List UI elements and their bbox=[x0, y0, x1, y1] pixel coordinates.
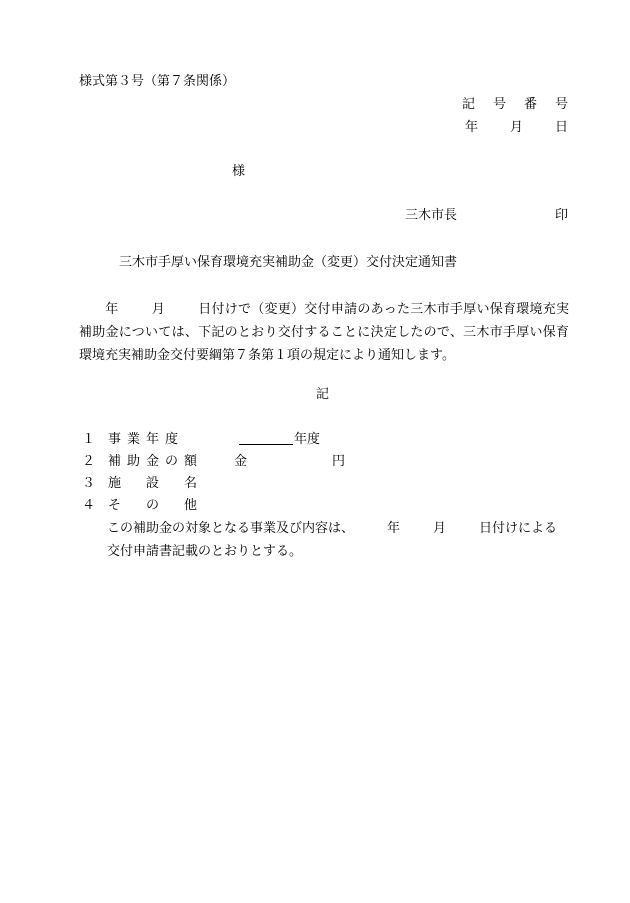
document-title: 三木市手厚い保育環境充実補助金（変更）交付決定通知書 bbox=[119, 255, 458, 270]
item-subsidy-amount bbox=[79, 451, 569, 473]
item-value bbox=[234, 451, 345, 473]
body-month: 月 bbox=[151, 302, 166, 317]
record-number-label: 記号番号 bbox=[461, 97, 586, 112]
form-number: 様式第３号（第７条関係） bbox=[79, 74, 236, 89]
date-year: 年 bbox=[464, 120, 478, 135]
item-facility-name bbox=[79, 473, 569, 495]
item-label: 補助金の額 bbox=[108, 454, 204, 469]
fiscal-year-suffix: 年度 bbox=[294, 432, 321, 447]
date-day: 日 bbox=[554, 120, 568, 135]
item-label: そ の 他 bbox=[108, 498, 204, 513]
issuer bbox=[405, 207, 568, 225]
amount-prefix: 金 bbox=[234, 454, 248, 469]
item-value bbox=[239, 429, 320, 451]
notice-body bbox=[79, 298, 569, 367]
item-number: ３ bbox=[82, 476, 96, 491]
item-label: 事業年度 bbox=[108, 432, 185, 447]
record-heading: 記 bbox=[316, 387, 330, 402]
date-month: 月 bbox=[509, 120, 523, 135]
other-year: 年 bbox=[387, 521, 401, 536]
addressee: 様 bbox=[232, 164, 246, 179]
blank-line bbox=[239, 430, 293, 445]
item-other bbox=[79, 495, 569, 517]
item-fiscal-year bbox=[79, 429, 569, 451]
date-header bbox=[465, 119, 568, 137]
item-number: ４ bbox=[82, 498, 96, 513]
other-text-before: この補助金の対象となる事業及び内容は、 bbox=[107, 521, 355, 536]
other-details bbox=[107, 517, 569, 563]
other-month: 月 bbox=[433, 521, 447, 536]
seal-mark: 印 bbox=[554, 208, 568, 223]
amount-suffix: 円 bbox=[332, 454, 346, 469]
item-number: １ bbox=[82, 432, 96, 447]
body-year: 年 bbox=[105, 302, 119, 317]
item-number: ２ bbox=[82, 454, 96, 469]
body-text: 日付けで（変更）交付申請のあった三木市手厚い保育環境充実補助金については、下記のとおり交付することに決定したので、三木市手厚い保育環境充実補助金交付要綱第７条第１項の規定により通知します。 bbox=[79, 302, 569, 363]
other-text-after: 日付けによる交付申請書記載のとおりとする。 bbox=[107, 521, 558, 559]
issuer-name: 三木市長 bbox=[404, 208, 457, 223]
item-list bbox=[79, 429, 569, 517]
item-label: 施 設 名 bbox=[108, 476, 204, 491]
